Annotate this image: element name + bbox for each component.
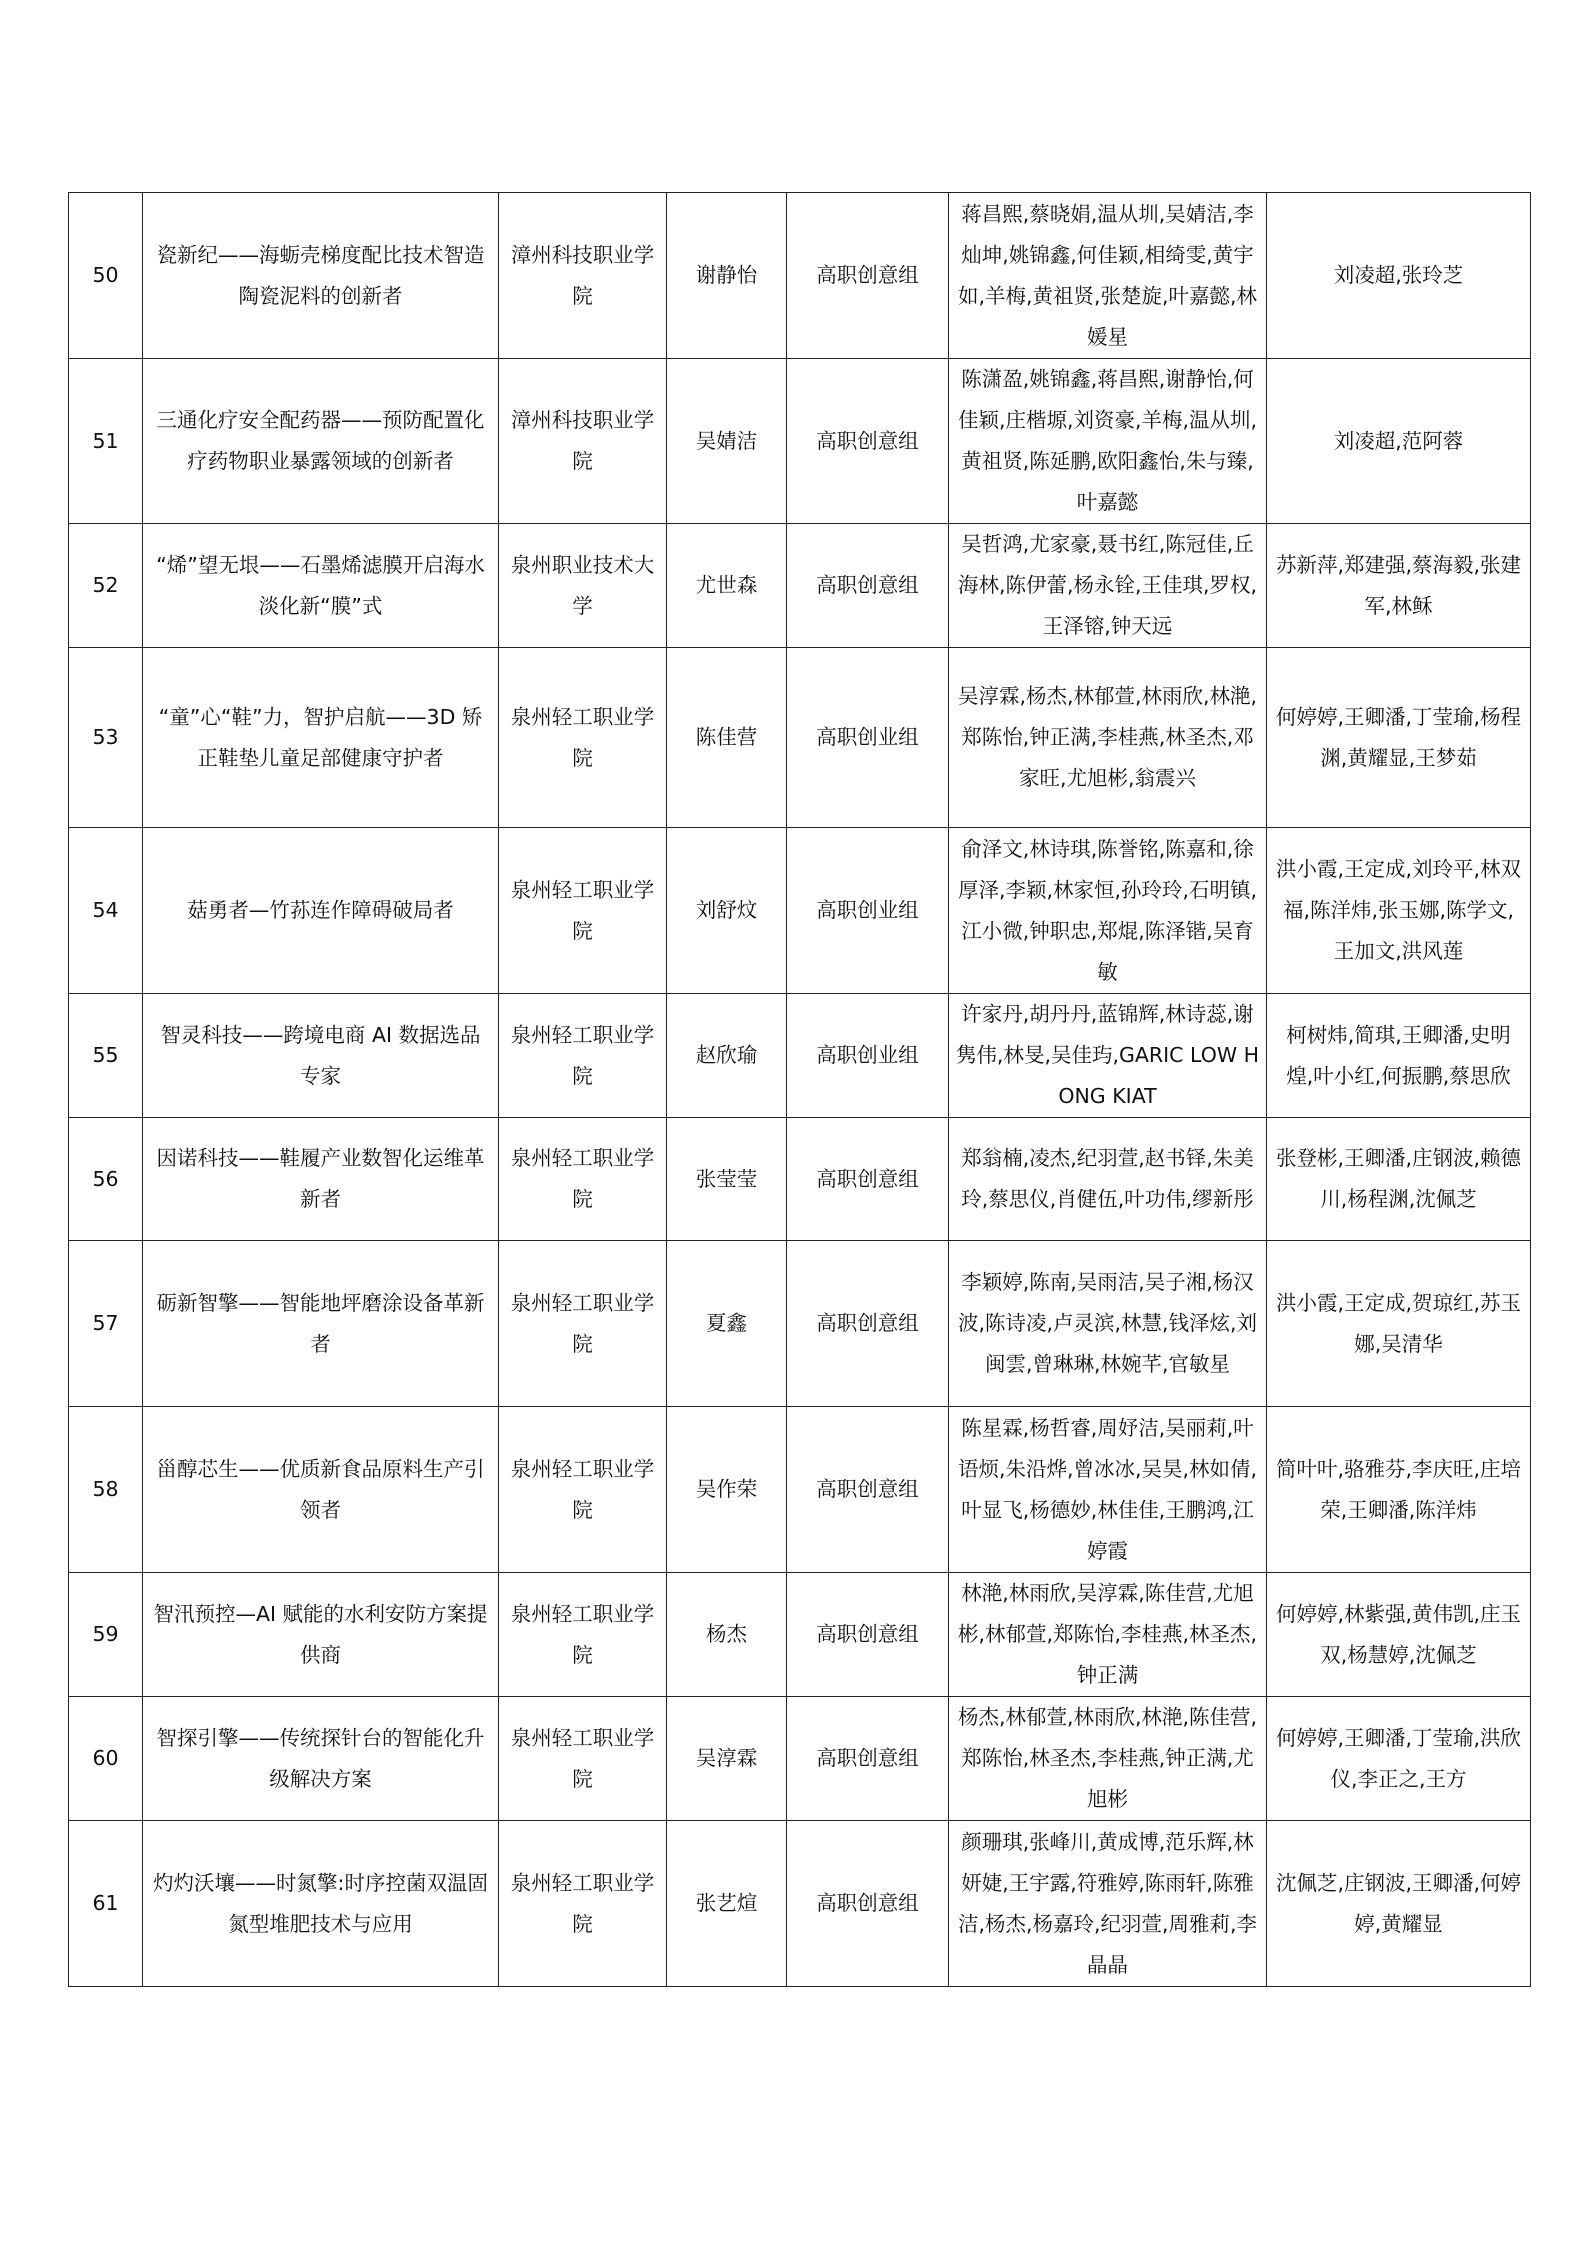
advisor-teachers: 苏新萍,郑建强,蔡海毅,张建军,林稣 bbox=[1267, 524, 1531, 648]
row-number: 50 bbox=[69, 193, 143, 359]
team-members: 吴淳霖,杨杰,林郁萱,林雨欣,林滟,郑陈怡,钟正满,李桂燕,林圣杰,邓家旺,尤旭彬,翁震兴 bbox=[949, 648, 1267, 828]
team-members: 郑翁楠,凌杰,纪羽萱,赵书铎,朱美玲,蔡思仪,肖健伍,叶功伟,缪新彤 bbox=[949, 1118, 1267, 1241]
team-leader: 赵欣瑜 bbox=[667, 994, 787, 1118]
team-members: 陈星霖,杨哲睿,周妤洁,吴丽莉,叶语烦,朱沿烨,曾冰冰,吴昊,林如倩,叶显飞,杨德妙,林佳佳,王鹏鸿,江婷霞 bbox=[949, 1407, 1267, 1573]
team-members: 李颖婷,陈南,吴雨洁,吴子湘,杨汉波,陈诗凌,卢灵滨,林慧,钱泽炫,刘闽雲,曾琳琳,林婉芊,官敏星 bbox=[949, 1241, 1267, 1407]
team-leader: 夏鑫 bbox=[667, 1241, 787, 1407]
team-leader: 陈佳营 bbox=[667, 648, 787, 828]
competition-group: 高职创意组 bbox=[787, 1573, 949, 1697]
team-members: 吴哲鸿,尤家豪,聂书红,陈冠佳,丘海林,陈伊蕾,杨永铨,王佳琪,罗权,王泽镕,钟天远 bbox=[949, 524, 1267, 648]
school-name: 泉州轻工职业学院 bbox=[499, 1573, 667, 1697]
team-leader: 张艺煊 bbox=[667, 1821, 787, 1987]
advisor-teachers: 洪小霞,王定成,贺琼红,苏玉娜,吴清华 bbox=[1267, 1241, 1531, 1407]
project-name: 瓷新纪——海蛎壳梯度配比技术智造陶瓷泥料的创新者 bbox=[143, 193, 499, 359]
table-row bbox=[69, 1697, 1531, 1821]
project-name: 砺新智擎——智能地坪磨涂设备革新者 bbox=[143, 1241, 499, 1407]
row-number: 51 bbox=[69, 359, 143, 524]
team-leader: 谢静怡 bbox=[667, 193, 787, 359]
row-number: 60 bbox=[69, 1697, 143, 1821]
team-leader: 尤世森 bbox=[667, 524, 787, 648]
row-number: 61 bbox=[69, 1821, 143, 1987]
team-leader: 吴婧洁 bbox=[667, 359, 787, 524]
document-page bbox=[68, 192, 1530, 1987]
team-members: 杨杰,林郁萱,林雨欣,林滟,陈佳营,郑陈怡,林圣杰,李桂燕,钟正满,尤旭彬 bbox=[949, 1697, 1267, 1821]
advisor-teachers: 简叶叶,骆雅芬,李庆旺,庄培荣,王卿潘,陈洋炜 bbox=[1267, 1407, 1531, 1573]
school-name: 泉州职业技术大学 bbox=[499, 524, 667, 648]
competition-group: 高职创意组 bbox=[787, 1118, 949, 1241]
advisor-teachers: 何婷婷,林紫强,黄伟凯,庄玉双,杨慧婷,沈佩芝 bbox=[1267, 1573, 1531, 1697]
team-members: 蒋昌熙,蔡晓娟,温从圳,吴婧洁,李灿坤,姚锦鑫,何佳颖,相绮雯,黄宇如,羊梅,黄祖贤,张楚旋,叶嘉懿,林媛星 bbox=[949, 193, 1267, 359]
school-name: 泉州轻工职业学院 bbox=[499, 1697, 667, 1821]
school-name: 漳州科技职业学院 bbox=[499, 193, 667, 359]
table-row bbox=[69, 359, 1531, 524]
team-leader: 张莹莹 bbox=[667, 1118, 787, 1241]
table-row bbox=[69, 1573, 1531, 1697]
project-name: 菇勇者—竹荪连作障碍破局者 bbox=[143, 828, 499, 994]
team-members: 陈潇盈,姚锦鑫,蒋昌熙,谢静怡,何佳颖,庄楷塬,刘资豪,羊梅,温从圳,黄祖贤,陈延鹏,欧阳鑫怡,朱与臻,叶嘉懿 bbox=[949, 359, 1267, 524]
team-members: 俞泽文,林诗琪,陈誉铭,陈嘉和,徐厚泽,李颖,林家恒,孙玲玲,石明镇,江小微,钟职忠,郑焜,陈泽锴,吴育敏 bbox=[949, 828, 1267, 994]
competition-group: 高职创意组 bbox=[787, 524, 949, 648]
row-number: 53 bbox=[69, 648, 143, 828]
school-name: 泉州轻工职业学院 bbox=[499, 828, 667, 994]
advisor-teachers: 刘凌超,范阿蓉 bbox=[1267, 359, 1531, 524]
table-row bbox=[69, 994, 1531, 1118]
school-name: 泉州轻工职业学院 bbox=[499, 1241, 667, 1407]
advisor-teachers: 张登彬,王卿潘,庄钢波,赖德川,杨程渊,沈佩芝 bbox=[1267, 1118, 1531, 1241]
project-name: 因诺科技——鞋履产业数智化运维革新者 bbox=[143, 1118, 499, 1241]
row-number: 54 bbox=[69, 828, 143, 994]
team-leader: 刘舒炆 bbox=[667, 828, 787, 994]
row-number: 59 bbox=[69, 1573, 143, 1697]
table-row bbox=[69, 524, 1531, 648]
project-name: 智探引擎——传统探针台的智能化升级解决方案 bbox=[143, 1697, 499, 1821]
project-name: “烯”望无垠——石墨烯滤膜开启海水淡化新“膜”式 bbox=[143, 524, 499, 648]
competition-group: 高职创业组 bbox=[787, 828, 949, 994]
team-members: 林滟,林雨欣,吴淳霖,陈佳营,尤旭彬,林郁萱,郑陈怡,李桂燕,林圣杰,钟正满 bbox=[949, 1573, 1267, 1697]
team-leader: 吴淳霖 bbox=[667, 1697, 787, 1821]
row-number: 55 bbox=[69, 994, 143, 1118]
competition-group: 高职创意组 bbox=[787, 1241, 949, 1407]
project-name: 灼灼沃壤——时氮擎:时序控菌双温固氮型堆肥技术与应用 bbox=[143, 1821, 499, 1987]
table-row bbox=[69, 1407, 1531, 1573]
team-members: 颜珊琪,张峰川,黄成博,范乐辉,林妍婕,王宇露,符雅婷,陈雨轩,陈雅洁,杨杰,杨嘉玲,纪羽萱,周雅莉,李晶晶 bbox=[949, 1821, 1267, 1987]
advisor-teachers: 何婷婷,王卿潘,丁莹瑜,杨程渊,黄耀显,王梦茹 bbox=[1267, 648, 1531, 828]
competition-group: 高职创业组 bbox=[787, 994, 949, 1118]
table-row bbox=[69, 1821, 1531, 1987]
competition-group: 高职创意组 bbox=[787, 1821, 949, 1987]
advisor-teachers: 柯树炜,简琪,王卿潘,史明煌,叶小红,何振鹏,蔡思欣 bbox=[1267, 994, 1531, 1118]
advisor-teachers: 洪小霞,王定成,刘玲平,林双福,陈洋炜,张玉娜,陈学文,王加文,洪风莲 bbox=[1267, 828, 1531, 994]
school-name: 泉州轻工职业学院 bbox=[499, 1407, 667, 1573]
table-row bbox=[69, 193, 1531, 359]
table-body bbox=[69, 193, 1531, 1987]
school-name: 漳州科技职业学院 bbox=[499, 359, 667, 524]
row-number: 57 bbox=[69, 1241, 143, 1407]
competition-group: 高职创意组 bbox=[787, 1697, 949, 1821]
team-members: 许家丹,胡丹丹,蓝锦辉,林诗蕊,谢隽伟,林旻,吴佳玙,GARIC LOW HONG KIAT bbox=[949, 994, 1267, 1118]
school-name: 泉州轻工职业学院 bbox=[499, 1821, 667, 1987]
advisor-teachers: 刘凌超,张玲芝 bbox=[1267, 193, 1531, 359]
school-name: 泉州轻工职业学院 bbox=[499, 994, 667, 1118]
project-name: “童”心“鞋”力，智护启航——3D 矫正鞋垫儿童足部健康守护者 bbox=[143, 648, 499, 828]
team-leader: 杨杰 bbox=[667, 1573, 787, 1697]
competition-group: 高职创业组 bbox=[787, 648, 949, 828]
table-row bbox=[69, 828, 1531, 994]
team-leader: 吴作荣 bbox=[667, 1407, 787, 1573]
table-row bbox=[69, 1118, 1531, 1241]
advisor-teachers: 何婷婷,王卿潘,丁莹瑜,洪欣仪,李正之,王方 bbox=[1267, 1697, 1531, 1821]
competition-group: 高职创意组 bbox=[787, 359, 949, 524]
table-row bbox=[69, 648, 1531, 828]
school-name: 泉州轻工职业学院 bbox=[499, 1118, 667, 1241]
project-name: 智汛预控—AI 赋能的水利安防方案提供商 bbox=[143, 1573, 499, 1697]
competition-group: 高职创意组 bbox=[787, 1407, 949, 1573]
project-name: 甾醇芯生——优质新食品原料生产引领者 bbox=[143, 1407, 499, 1573]
award-table bbox=[68, 192, 1531, 1987]
row-number: 56 bbox=[69, 1118, 143, 1241]
school-name: 泉州轻工职业学院 bbox=[499, 648, 667, 828]
row-number: 52 bbox=[69, 524, 143, 648]
competition-group: 高职创意组 bbox=[787, 193, 949, 359]
project-name: 智灵科技——跨境电商 AI 数据选品专家 bbox=[143, 994, 499, 1118]
project-name: 三通化疗安全配药器——预防配置化疗药物职业暴露领域的创新者 bbox=[143, 359, 499, 524]
row-number: 58 bbox=[69, 1407, 143, 1573]
table-row bbox=[69, 1241, 1531, 1407]
advisor-teachers: 沈佩芝,庄钢波,王卿潘,何婷婷,黄耀显 bbox=[1267, 1821, 1531, 1987]
